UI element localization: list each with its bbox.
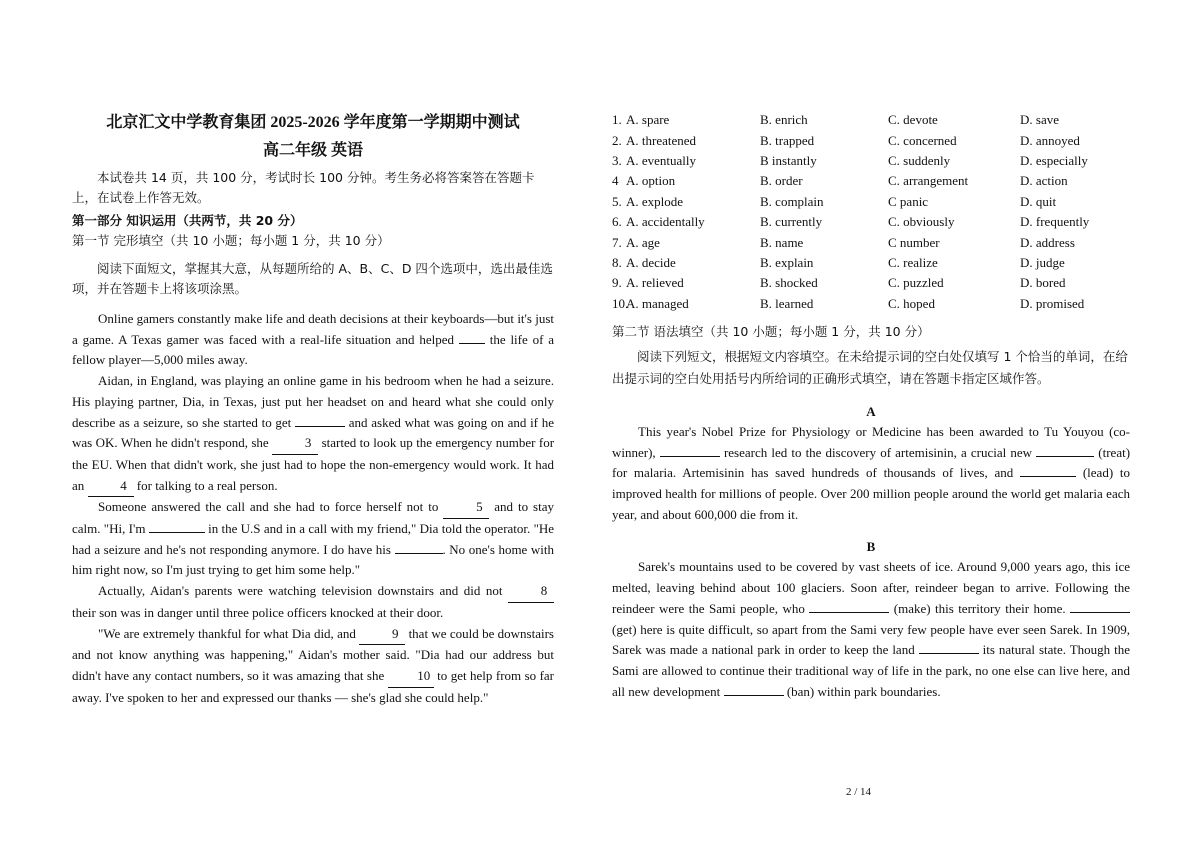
passage-a-label: A — [866, 403, 876, 419]
passage-paragraph — [72, 371, 554, 497]
option-c — [888, 192, 1020, 212]
passage-text: its natural state. Though the Sami are allowed to continue their traditional way of life in the park, no one else can live here, and all new development — [612, 642, 1131, 699]
option-text: D. annoyed — [1020, 132, 1080, 148]
passage-text: their son was in danger until three police officers knocked at their door. — [72, 604, 444, 620]
passage-text: (lead) to improved health for millions of people. Over 200 million people around the world get malaria each year, and about 600,000 die from it. — [612, 465, 1131, 522]
option-d — [1020, 294, 1130, 314]
passage-text: and asked what was going on and if he was OK. When he didn't respond, she — [72, 414, 555, 451]
option-b — [760, 151, 888, 171]
section2-heading: 第二节 语法填空（共 10 小题；每小题 1 分，共 10 分） — [612, 323, 930, 339]
option-text: C. arrangement — [888, 173, 969, 189]
blank-9: 9 — [359, 624, 405, 646]
blank-13 — [1020, 476, 1076, 477]
question-number: 2. — [612, 132, 622, 148]
option-a — [612, 110, 760, 130]
option-a — [612, 232, 760, 252]
option-d — [1020, 151, 1130, 171]
passage-paragraph — [72, 624, 554, 709]
option-text: C. puzzled — [888, 275, 944, 291]
option-row — [612, 130, 1130, 150]
option-row — [612, 171, 1130, 191]
option-row — [612, 232, 1130, 252]
passage-text: Sarek's mountains used to be covered by vast sheets of ice. Around 9,000 years ago, this ice melted, leaving behind about 100 glaciers. Soon after, reindeer began to arrive. Following the reindeer were the Sami people, who — [612, 559, 1130, 616]
blank-5: 5 — [443, 497, 489, 519]
blank-3: 3 — [272, 433, 318, 455]
blank-6 — [149, 532, 205, 533]
passage-text: (make) this territory their home. — [893, 600, 1066, 616]
section1-heading: 第一节 完形填空（共 10 小题；每小题 1 分，共 10 分） — [72, 233, 390, 248]
option-a — [612, 294, 760, 314]
option-row — [612, 273, 1130, 293]
exam-subtitle: 高二年级 英语 — [262, 142, 363, 159]
passage-text: (get) here is quite difficult, so apart from the Sami very few people have ever seen Sarek. In 1909, Sarek was made a national park in order to keep the land — [612, 621, 1130, 658]
option-text: C number — [888, 234, 940, 250]
option-text: D. promised — [1020, 295, 1085, 311]
section2-instruction: 阅读下列短文，根据短文内容填空。在未给提示词的空白处仅填写 1 个恰当的单词，在给出提示词的空白处用括号内所给词的正确形式填空，请在答题卡指定区域作答。 — [612, 348, 1128, 386]
option-a — [612, 212, 760, 232]
option-text: D. bored — [1020, 275, 1066, 291]
option-b — [760, 171, 888, 191]
option-text: A. relieved — [626, 275, 684, 291]
question-number: 4 — [612, 173, 619, 189]
option-text: B. shocked — [760, 275, 818, 291]
passage-text: Actually, Aidan's parents were watching television downstairs and did not — [98, 583, 503, 599]
passage-text: (ban) within park boundaries. — [786, 683, 941, 699]
option-d — [1020, 171, 1130, 191]
blank-15 — [1070, 612, 1130, 613]
passage-paragraph — [72, 497, 554, 581]
left-column — [72, 112, 554, 708]
passage-text: Aidan, in England, was playing an online game in his bedroom when he had a seizure. His playing partner, Dia, in Texas, just put her headset on and heard what she could only describe as a seizure, so she started to get — [72, 373, 554, 430]
option-text: D. save — [1020, 112, 1059, 128]
option-text: D. frequently — [1020, 214, 1090, 230]
option-text: A. threatened — [626, 132, 697, 148]
option-text: C. hoped — [888, 295, 935, 311]
option-row — [612, 192, 1130, 212]
passage-b-label: B — [866, 539, 876, 555]
blank-7 — [395, 553, 443, 554]
option-d — [1020, 232, 1130, 252]
option-text: A. age — [626, 234, 660, 250]
option-text: A. managed — [626, 295, 689, 311]
option-d — [1020, 273, 1130, 293]
option-c — [888, 273, 1020, 293]
option-row — [612, 294, 1130, 314]
blank-2 — [295, 426, 345, 427]
option-text: C panic — [888, 193, 929, 209]
option-c — [888, 130, 1020, 150]
option-c — [888, 253, 1020, 273]
option-b — [760, 253, 888, 273]
option-text: A. explode — [626, 193, 684, 209]
option-text: A. spare — [626, 112, 670, 128]
question-number: 8. — [612, 254, 622, 270]
option-d — [1020, 253, 1130, 273]
option-text: A. decide — [626, 254, 676, 270]
blank-11 — [660, 456, 720, 457]
option-c — [888, 294, 1020, 314]
question-number: 9. — [612, 275, 622, 291]
option-text: C. obviously — [888, 214, 955, 230]
options-body — [612, 110, 1130, 314]
part1-heading: 第一部分 知识运用（共两节，共 20 分） — [72, 213, 303, 228]
option-b — [760, 273, 888, 293]
option-b — [760, 232, 888, 252]
passage-paragraph — [72, 309, 554, 371]
option-b — [760, 192, 888, 212]
option-d — [1020, 130, 1130, 150]
option-text: B. enrich — [760, 112, 808, 128]
question-number: 6. — [612, 214, 622, 230]
option-b — [760, 130, 888, 150]
option-text: B. name — [760, 234, 804, 250]
passage-text: started to look up the emergency number for the EU. When that didn't work, she just had to hope the non-emergency would work. It had an — [72, 435, 555, 493]
option-a — [612, 130, 760, 150]
right-column — [612, 110, 1130, 702]
blank-8: 8 — [508, 581, 554, 603]
page-number: 2 / 14 — [846, 786, 872, 798]
blank-1 — [459, 343, 485, 344]
blank-10: 10 — [388, 666, 434, 688]
option-c — [888, 171, 1020, 191]
option-text: A. accidentally — [626, 214, 705, 230]
passage-paragraph — [72, 581, 554, 623]
option-a — [612, 151, 760, 171]
option-text: B instantly — [760, 152, 817, 168]
option-c — [888, 212, 1020, 232]
option-d — [1020, 192, 1130, 212]
option-text: C. devote — [888, 112, 938, 128]
option-row — [612, 253, 1130, 273]
passage-text: This year's Nobel Prize for Physiology or Medicine has been awarded to Tu Youyou (co-winner), — [612, 423, 1130, 460]
option-text: C. concerned — [888, 132, 957, 148]
option-text: B. explain — [760, 254, 814, 270]
question-number: 5. — [612, 193, 622, 209]
option-text: B. order — [760, 173, 803, 189]
options-table — [612, 110, 1130, 314]
question-number: 10. — [612, 295, 629, 311]
option-d — [1020, 110, 1130, 130]
option-text: B. currently — [760, 214, 823, 230]
option-text: B. complain — [760, 193, 824, 209]
option-text: D. especially — [1020, 152, 1088, 168]
option-c — [888, 232, 1020, 252]
option-a — [612, 192, 760, 212]
passage-text: research led to the discovery of artemisinin, a crucial new — [723, 444, 1033, 460]
option-text: D. address — [1020, 234, 1075, 250]
option-d — [1020, 212, 1130, 232]
option-text: C. suddenly — [888, 152, 951, 168]
option-b — [760, 212, 888, 232]
passage-text: to get help from so far away. I've spoken to her and expressed our thanks — she's glad she could help." — [72, 667, 555, 705]
option-text: D. quit — [1020, 193, 1057, 209]
question-number: 1. — [612, 112, 622, 128]
option-row — [612, 110, 1130, 130]
passage-text: . No one's home with him right now, so I'm just trying to get him some help." — [72, 541, 554, 578]
option-row — [612, 212, 1130, 232]
blank-4: 4 — [88, 476, 134, 498]
passage-text: and to stay calm. "Hi, I'm — [72, 499, 554, 537]
passage-text: that we could be downstairs and not know anything was happening," Aidan's mother said. "Dia had our address but didn't have any contact numbers, so it was amazing that she — [72, 625, 554, 683]
blank-16 — [919, 653, 979, 654]
blank-12 — [1036, 456, 1094, 457]
option-text: A. option — [626, 173, 676, 189]
option-b — [760, 110, 888, 130]
option-row — [612, 151, 1130, 171]
passage-text: the life of a fellow player—5,000 miles away. — [72, 331, 555, 368]
exam-notice: 本试卷共 14 页，共 100 分，考试时长 100 分钟。考生务必将答案答在答题卡上，在试卷上作答无效。 — [72, 170, 535, 205]
option-text: D. judge — [1020, 254, 1065, 270]
option-a — [612, 253, 760, 273]
passage-text: (treat) for malaria. Artemisinin has saved hundreds of thousands of lives, and — [612, 444, 1131, 481]
option-text: D. action — [1020, 173, 1068, 189]
option-text: B. trapped — [760, 132, 815, 148]
question-number: 7. — [612, 234, 622, 250]
section1-instruction: 阅读下面短文，掌握其大意，从每题所给的 A、B、C、D 四个选项中，选出最佳选项，并在答题卡上将该项涂黑。 — [72, 261, 553, 296]
option-c — [888, 151, 1020, 171]
option-c — [888, 110, 1020, 130]
question-number: 3. — [612, 152, 622, 168]
option-text: A. eventually — [626, 152, 697, 168]
passage-text: Someone answered the call and she had to force herself not to — [98, 499, 439, 515]
passage-b-text — [612, 557, 1130, 702]
blank-17 — [724, 695, 784, 696]
passage-a-text — [612, 422, 1130, 526]
exam-title: 北京汇文中学教育集团 2025-2026 学年度第一学期期中测试 — [106, 114, 520, 131]
option-text: C. realize — [888, 254, 938, 270]
passage-text: "We are extremely thankful for what Dia did, and — [98, 625, 356, 641]
option-a — [612, 273, 760, 293]
blank-14 — [809, 612, 889, 613]
passage-text: Online gamers constantly make life and death decisions at their keyboards—but it's just a game. A Texas gamer was faced with a real-life situation and helped — [72, 311, 554, 347]
option-a — [612, 171, 760, 191]
option-text: B. learned — [760, 295, 814, 311]
passage-text: in the U.S and in a call with my friend," Dia told the operator. "He had a seizure and he's not responding anymore. I do have his — [72, 521, 555, 557]
passage-text: for talking to a real person. — [136, 477, 278, 493]
option-b — [760, 294, 888, 314]
